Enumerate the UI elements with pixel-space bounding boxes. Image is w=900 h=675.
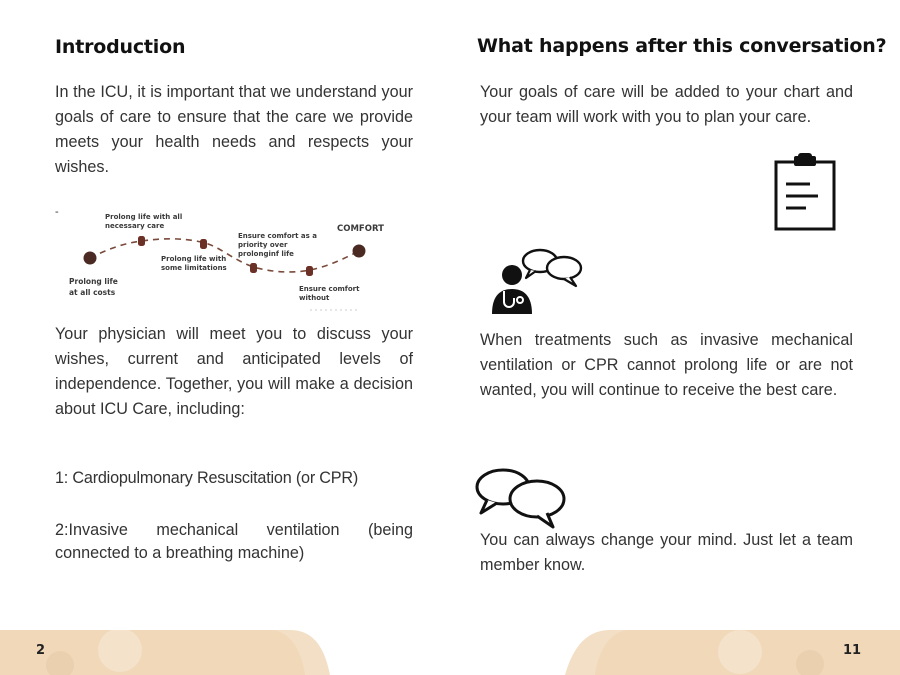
label-limitations: Prolong life with some limitations bbox=[161, 255, 227, 272]
chat-bubbles-icon bbox=[520, 246, 586, 292]
label-comfort-without: Ensure comfort without bbox=[299, 285, 360, 302]
treatment-paragraph: When treatments such as invasive mechanical ventilation or CPR cannot prolong life or are not wanted, you will continue to receive the best care. bbox=[480, 331, 853, 399]
item-ventilation: 2:Invasive mechanical ventilation (being connected to a breathing machine) bbox=[55, 521, 413, 562]
label-necessary-care: Prolong life with all necessary care bbox=[105, 213, 183, 230]
chart-paragraph: Your goals of care will be added to your chart and your team will work with you to plan your care. bbox=[480, 83, 853, 126]
left-heading: Introduction bbox=[55, 36, 186, 58]
comfort-without-point bbox=[306, 266, 313, 276]
speech-bubbles-icon bbox=[473, 465, 573, 531]
comfort-priority-point bbox=[250, 263, 257, 273]
comfort-point bbox=[353, 245, 366, 258]
right-heading: What happens after this conversation? bbox=[477, 35, 887, 57]
label-comfort-priority: Ensure comfort as a priority over prolonginf life bbox=[238, 232, 317, 258]
clipboard-icon bbox=[770, 153, 840, 233]
limitations-point bbox=[200, 239, 207, 249]
item-cpr: 1: Cardiopulmonary Resuscitation (or CPR) bbox=[55, 469, 359, 487]
left-page-number: 2 bbox=[36, 643, 46, 658]
mind-paragraph: You can always change your mind. Just let a team member know. bbox=[480, 531, 853, 574]
left-footer-band bbox=[0, 630, 340, 675]
right-page-number: 11 bbox=[843, 643, 862, 658]
diagram-marker: - bbox=[55, 206, 59, 218]
physician-paragraph: Your physician will meet you to discuss your wishes, current and anticipated levels of independence. Together, you will make a decision about ICU Care, including: bbox=[55, 325, 413, 418]
label-all-costs: Prolong life at all costs bbox=[69, 277, 118, 297]
intro-paragraph: In the ICU, it is important that we understand your goals of care to ensure that the care we provide meets your health needs and respects your wishes. bbox=[55, 83, 413, 176]
label-comfort: COMFORT bbox=[337, 224, 384, 234]
necessary-care-point bbox=[138, 236, 145, 246]
all-costs-point bbox=[84, 252, 97, 265]
